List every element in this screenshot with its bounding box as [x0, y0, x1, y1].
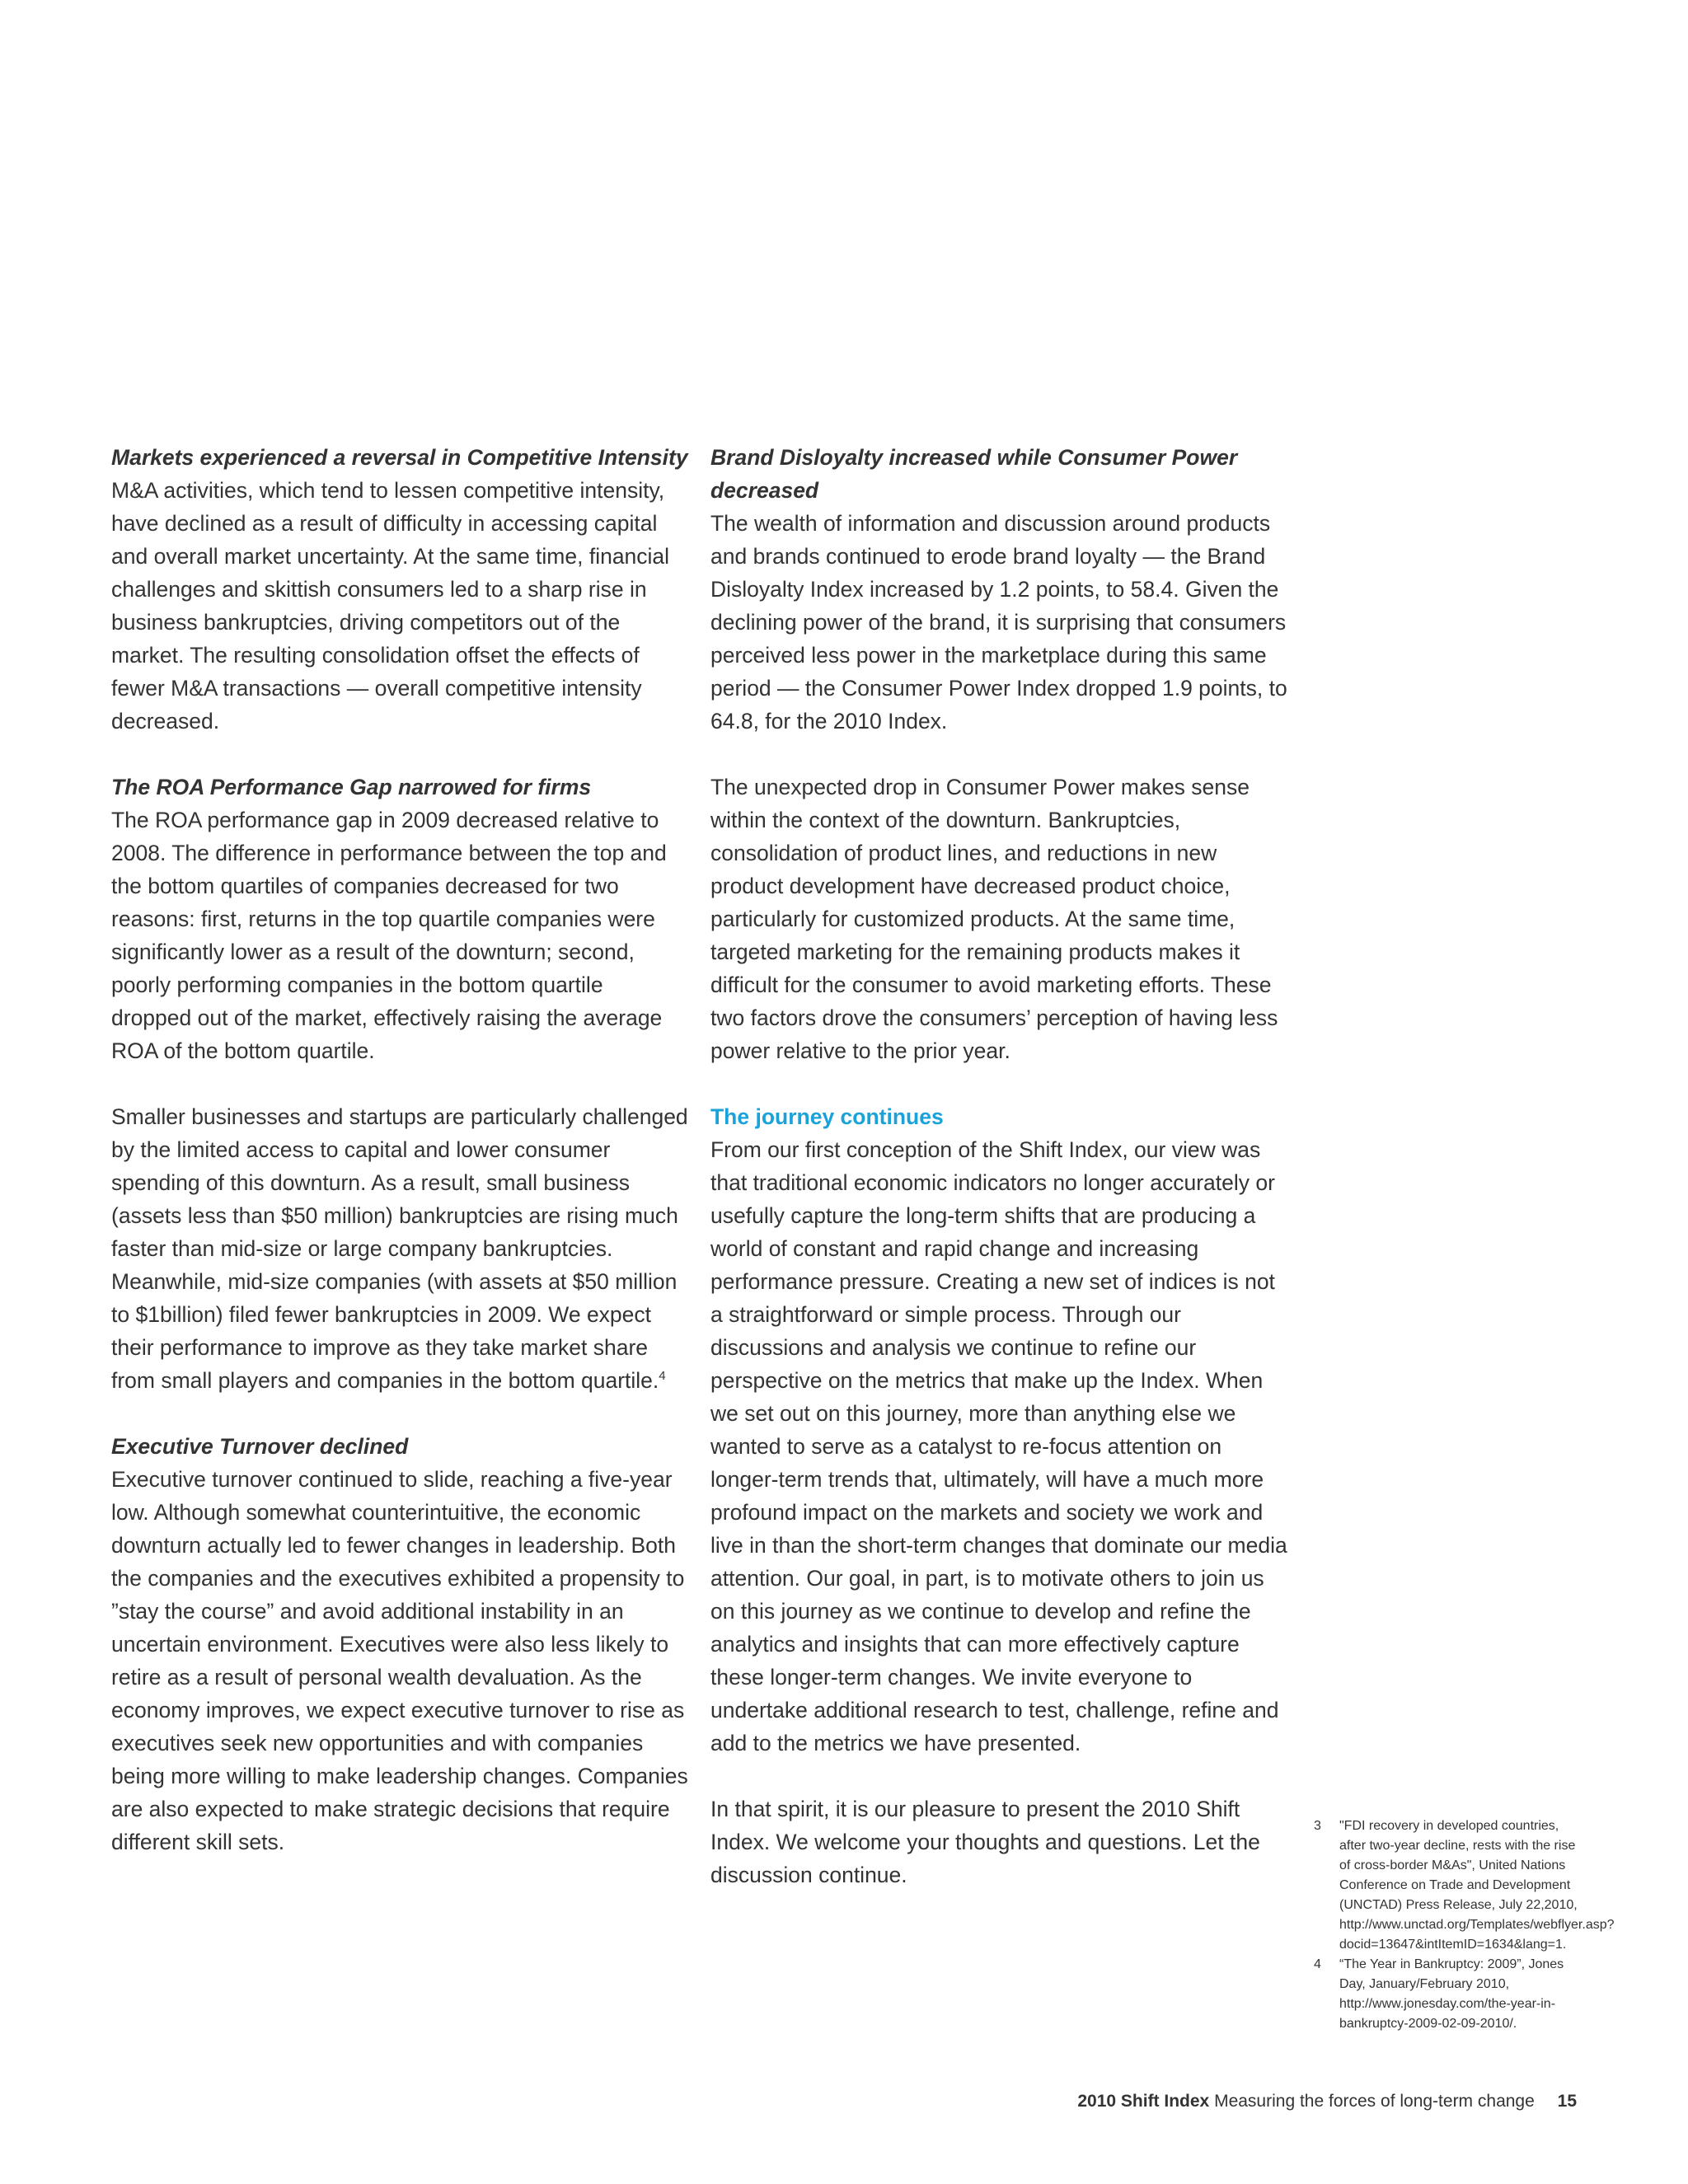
section-executive-turnover — [111, 1430, 688, 1858]
footnote-4-text: “The Year in Bankruptcy: 2009”, Jones Day, January/February 2010, http://www.jonesday.com/the-year-in-bankruptcy-2009-02-09-2010/. — [1339, 1957, 1564, 2031]
section-brand-disloyalty — [710, 441, 1287, 738]
footnote-4 — [1311, 1955, 1582, 2034]
footnote-3-text: "FDI recovery in developed countries, after two-year decline, rests with the rise of cross-border M&As", United Nations Conference on Trade and Development (UNCTAD) Press Release, July 22,2010, http://www.unctad.org/Templates/webflyer.asp?docid=13647&intItemID=1634&lang=1. — [1339, 1819, 1615, 1952]
brand-disloyalty-body: The wealth of information and discussion around products and brands continued to erode brand loyalty — the Brand Disloyalty Index increased by 1.2 points, to 58.4. Given the declining power of the brand, it is surprising that consumers perceived less power in the marketplace during this same period — the Consumer Power Index dropped 1.9 points, to 64.8, for the 2010 Index. — [710, 511, 1287, 733]
brand-disloyalty-heading: Brand Disloyalty increased while Consumer Power decreased — [710, 445, 1238, 503]
closing-body: In that spirit, it is our pleasure to present the 2010 Shift Index. We welcome your thoughts and questions. Let the discussion continue. — [710, 1797, 1260, 1887]
section-competitive-intensity — [111, 441, 688, 738]
section-journey — [710, 1100, 1287, 1760]
footnote-3 — [1311, 1816, 1615, 1955]
footnotes — [1311, 1816, 1615, 2034]
journey-body: From our first conception of the Shift Index, our view was that traditional economic indicators no longer accurately or usefully capture the long-term shifts that are producing a world of constant and rapid change and increasing performance pressure. Creating a new set of indices is not a straightforward or simple process. Through our discussions and analysis we continue to refine our perspective on the metrics that make up the Index. When we set out on this journey, more than anything else we wanted to serve as a catalyst to re-focus attention on longer-term trends that, ultimately, will have a much more profound impact on the markets and society we work and live in than the short-term changes that dominate our media attention. Our goal, in part, is to motivate others to join us on this journey as we continue to develop and refine the analytics and insights that can more effectively capture these longer-term changes. We invite everyone to undertake additional research to test, challenge, refine and add to the metrics we have presented. — [710, 1137, 1287, 1755]
small-business-body: Smaller businesses and startups are particularly challenged by the limited access to capital and lower consumer spending of this downturn. As a result, small business (assets less than $50 million) bankruptcies are rising much faster than mid-size or large company bankruptcies. Meanwhile, mid-size companies (with assets at $50 million to $1billion) filed fewer bankruptcies in 2009. We expect their performance to improve as they take market share from small players and companies in the bottom quartile. — [111, 1104, 688, 1393]
section-consumer-power — [710, 771, 1287, 1067]
consumer-power-body: The unexpected drop in Consumer Power makes sense within the context of the downturn. Bankruptcies, consolidation of product lines, and reductions in new product development have decreased product choice, particularly for customized products. At the same time, targeted marketing for the remaining products makes it difficult for the consumer to avoid marketing efforts. These two factors drove the consumers’ perception of having less power relative to the prior year. — [710, 775, 1278, 1063]
page-number: 15 — [1557, 2092, 1577, 2111]
footnote-ref-4[interactable]: 4 — [659, 1369, 666, 1384]
section-closing — [710, 1793, 1287, 1891]
right-column — [710, 441, 1287, 1924]
section-small-business — [111, 1100, 688, 1397]
small-business-paragraph — [111, 1100, 688, 1397]
roa-gap-body: The ROA performance gap in 2009 decreased relative to 2008. The difference in performance between the top and the bottom quartiles of companies decreased for two reasons: first, returns in the top quartile companies were significantly lower as a result of the downturn; second, poorly performing companies in the bottom quartile dropped out of the market, effectively raising the average ROA of the bottom quartile. — [111, 808, 667, 1063]
roa-gap-heading: The ROA Performance Gap narrowed for firms — [111, 775, 592, 799]
footer-title: 2010 Shift Index — [1077, 2092, 1210, 2111]
competitive-intensity-heading: Markets experienced a reversal in Competitive Intensity — [111, 445, 688, 470]
page-footer — [1077, 2089, 1577, 2114]
section-roa-gap — [111, 771, 688, 1067]
footnote-4-number: 4 — [1314, 1957, 1321, 1971]
executive-turnover-heading: Executive Turnover declined — [111, 1434, 409, 1459]
footnote-3-number: 3 — [1314, 1819, 1321, 1833]
executive-turnover-body: Executive turnover continued to slide, reaching a five-year low. Although somewhat counterintuitive, the economic downturn actually led to fewer changes in leadership. Both the companies and the executives exhibited a propensity to ”stay the course” and avoid additional instability in an uncertain environment. Executives were also less likely to retire as a result of personal wealth devaluation. As the economy improves, we expect executive turnover to rise as executives seek new opportunities and with companies being more willing to make leadership changes. Companies are also expected to make strategic decisions that require different skill sets. — [111, 1467, 688, 1854]
competitive-intensity-body: M&A activities, which tend to lessen competitive intensity, have declined as a result of difficulty in accessing capital and overall market uncertainty. At the same time, financial challenges and skittish consumers led to a sharp rise in business bankruptcies, driving competitors out of the market. The resulting consolidation offset the effects of fewer M&A transactions — overall competitive intensity decreased. — [111, 478, 670, 733]
footer-subtitle: Measuring the forces of long-term change — [1214, 2092, 1535, 2111]
left-column — [111, 441, 688, 1891]
journey-heading: The journey continues — [710, 1104, 944, 1129]
